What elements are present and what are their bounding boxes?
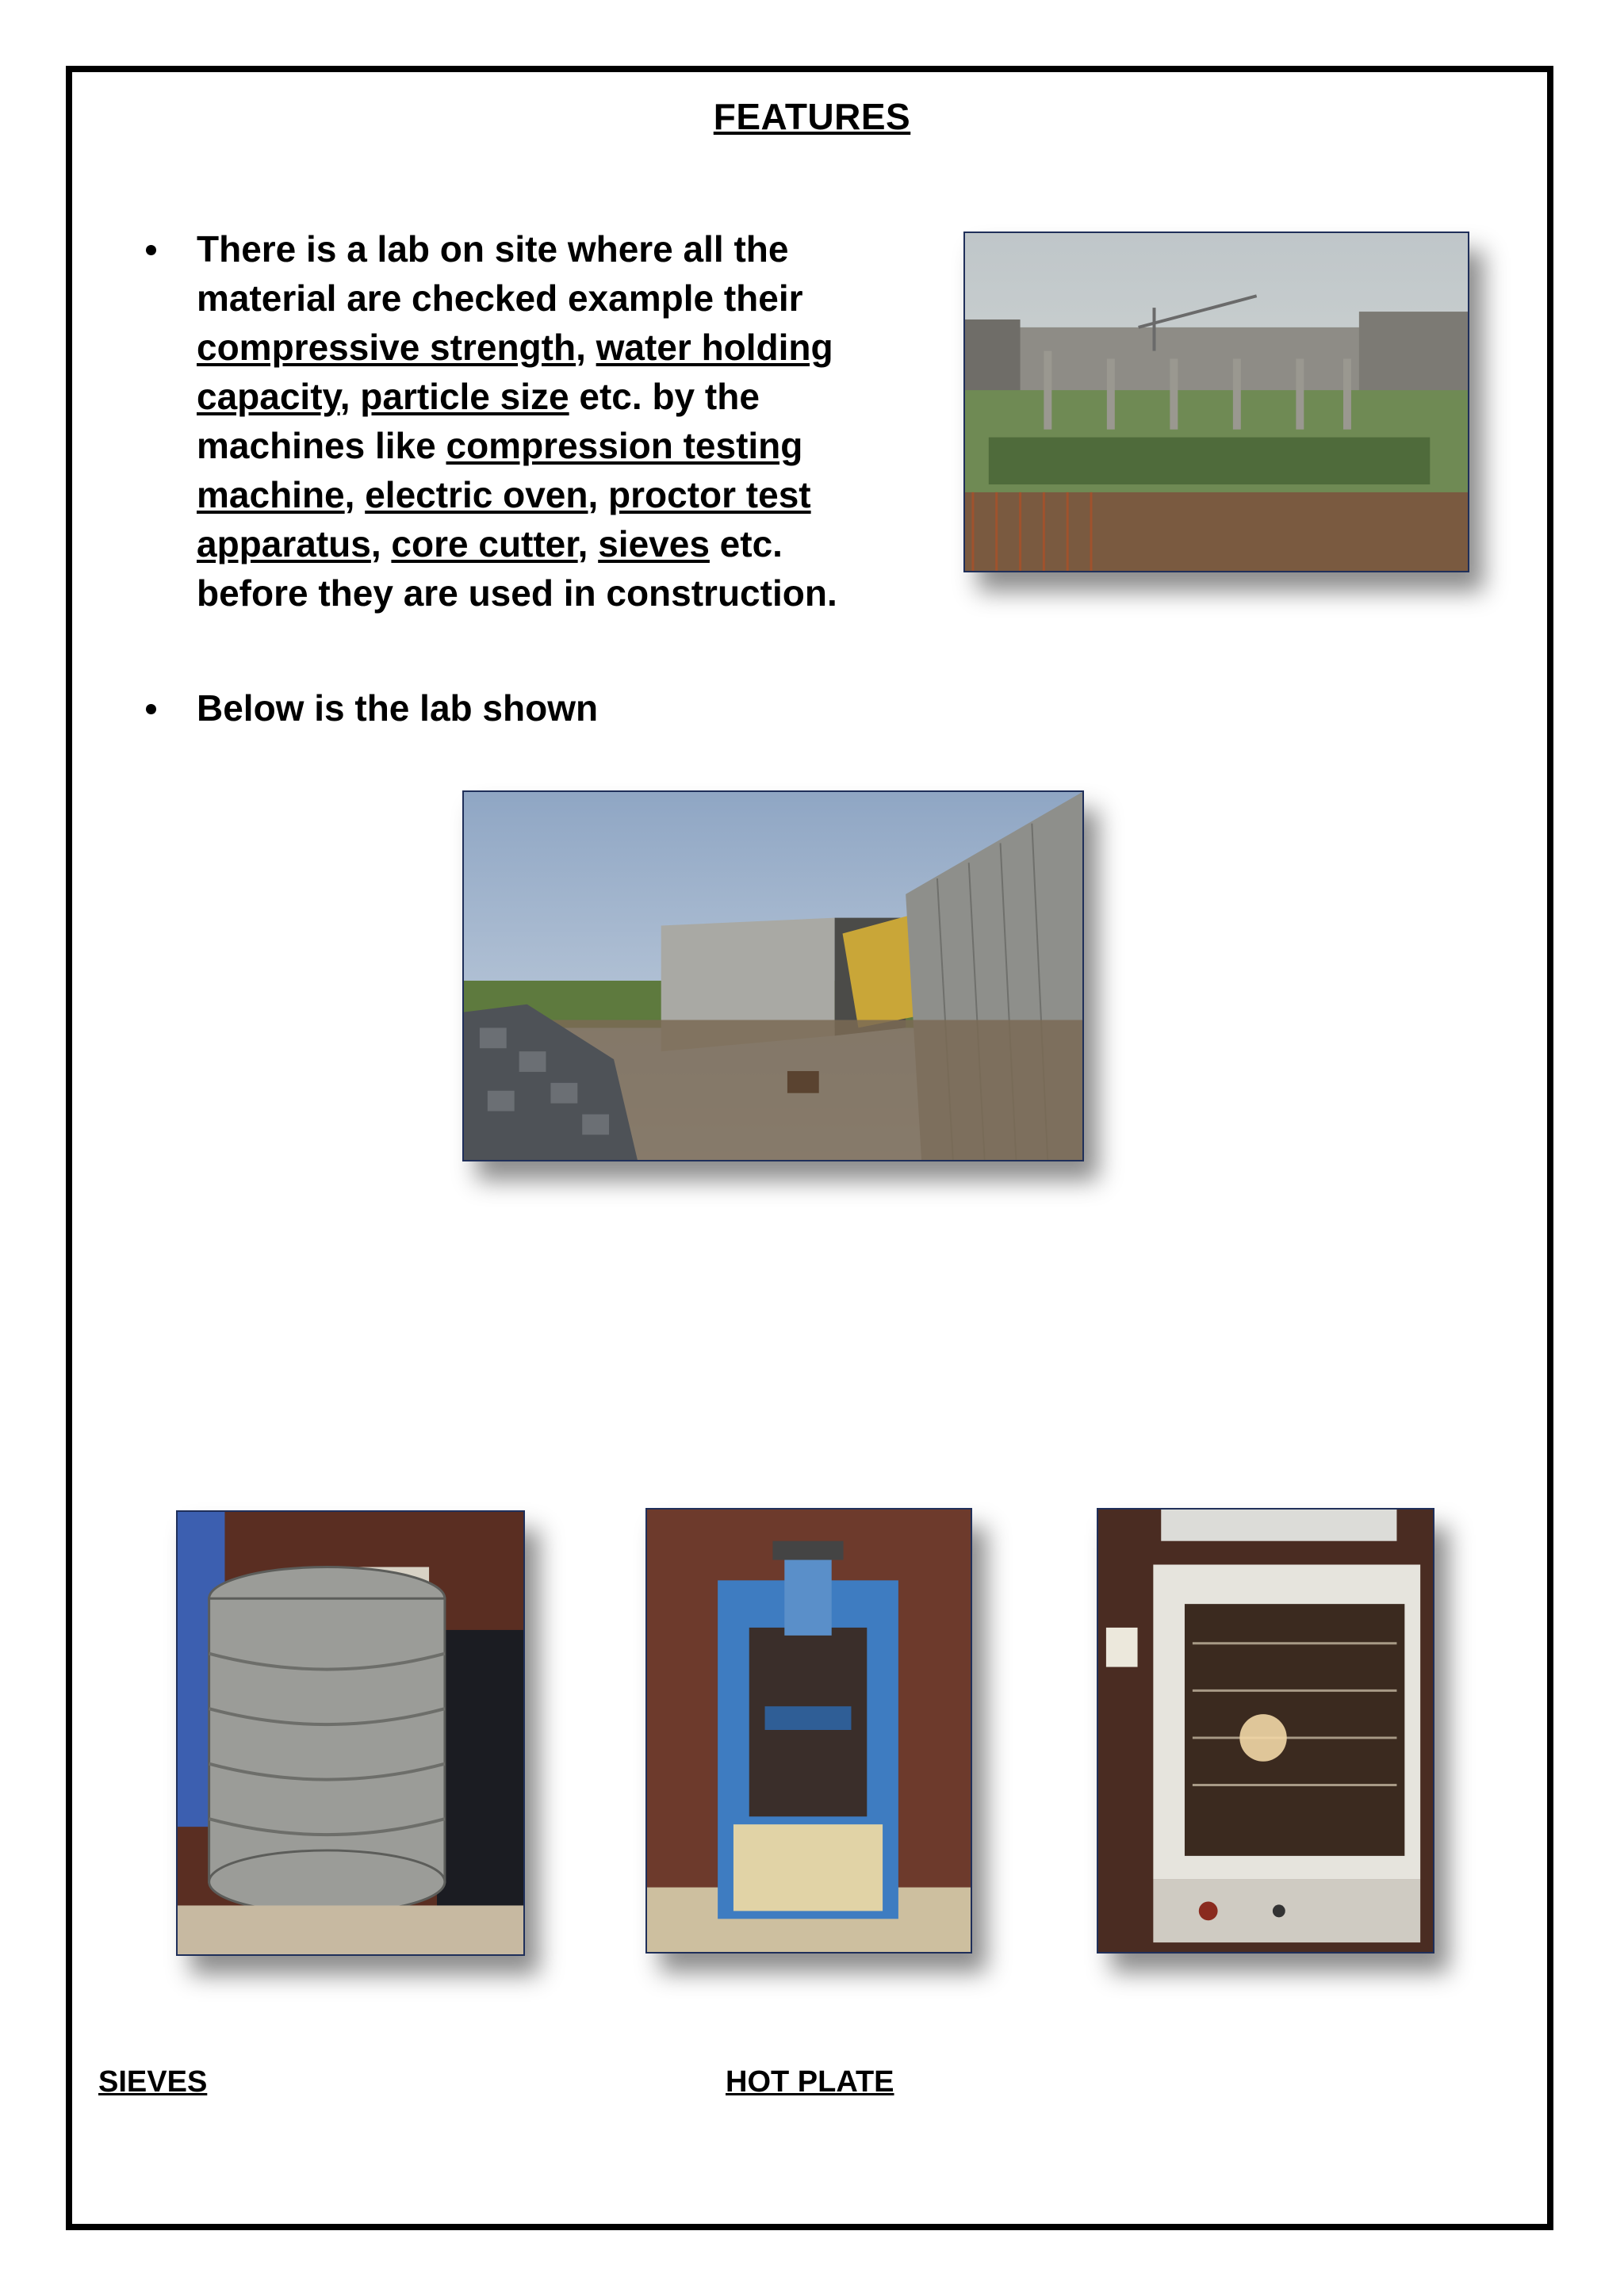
term-particle-size: particle size <box>360 376 569 417</box>
caption-sieves: SIEVES <box>98 2065 208 2099</box>
term-capacity: capacity <box>197 376 340 417</box>
compression-machine-photo <box>645 1508 972 1954</box>
bullet-lab-description <box>146 224 939 637</box>
term-water-holding: water holding <box>596 327 833 368</box>
term-apparatus: apparatus <box>197 523 371 564</box>
term-compressive-strength: compressive strength <box>197 327 576 368</box>
term-proctor-test: proctor test <box>608 474 811 515</box>
lab-shed-photo <box>462 790 1084 1161</box>
bullet-lab-shown: Below is the lab shown <box>146 683 860 739</box>
page-title: FEATURES <box>713 96 911 137</box>
term-machine: machine <box>197 474 345 515</box>
bullet-dot <box>146 245 156 255</box>
bullet-dot <box>146 704 156 714</box>
sieves-photo <box>176 1510 525 1956</box>
term-electric-oven: electric oven <box>365 474 588 515</box>
oven-photo <box>1097 1508 1434 1954</box>
term-sieves: sieves <box>598 523 710 564</box>
caption-hot-plate: HOT PLATE <box>726 2065 894 2099</box>
term-core-cutter: core cutter <box>391 523 578 564</box>
bullet-text: There is a lab on site where all the material are checked example their compressive strength, water holding capacity, particle size etc. by the machines like compression testing machine, electric oven, proctor test apparatus, core cutter, sieves etc. before they are used in construction. <box>197 228 837 614</box>
term-compression-testing: compression testing <box>446 425 803 466</box>
construction-site-photo <box>963 232 1469 572</box>
